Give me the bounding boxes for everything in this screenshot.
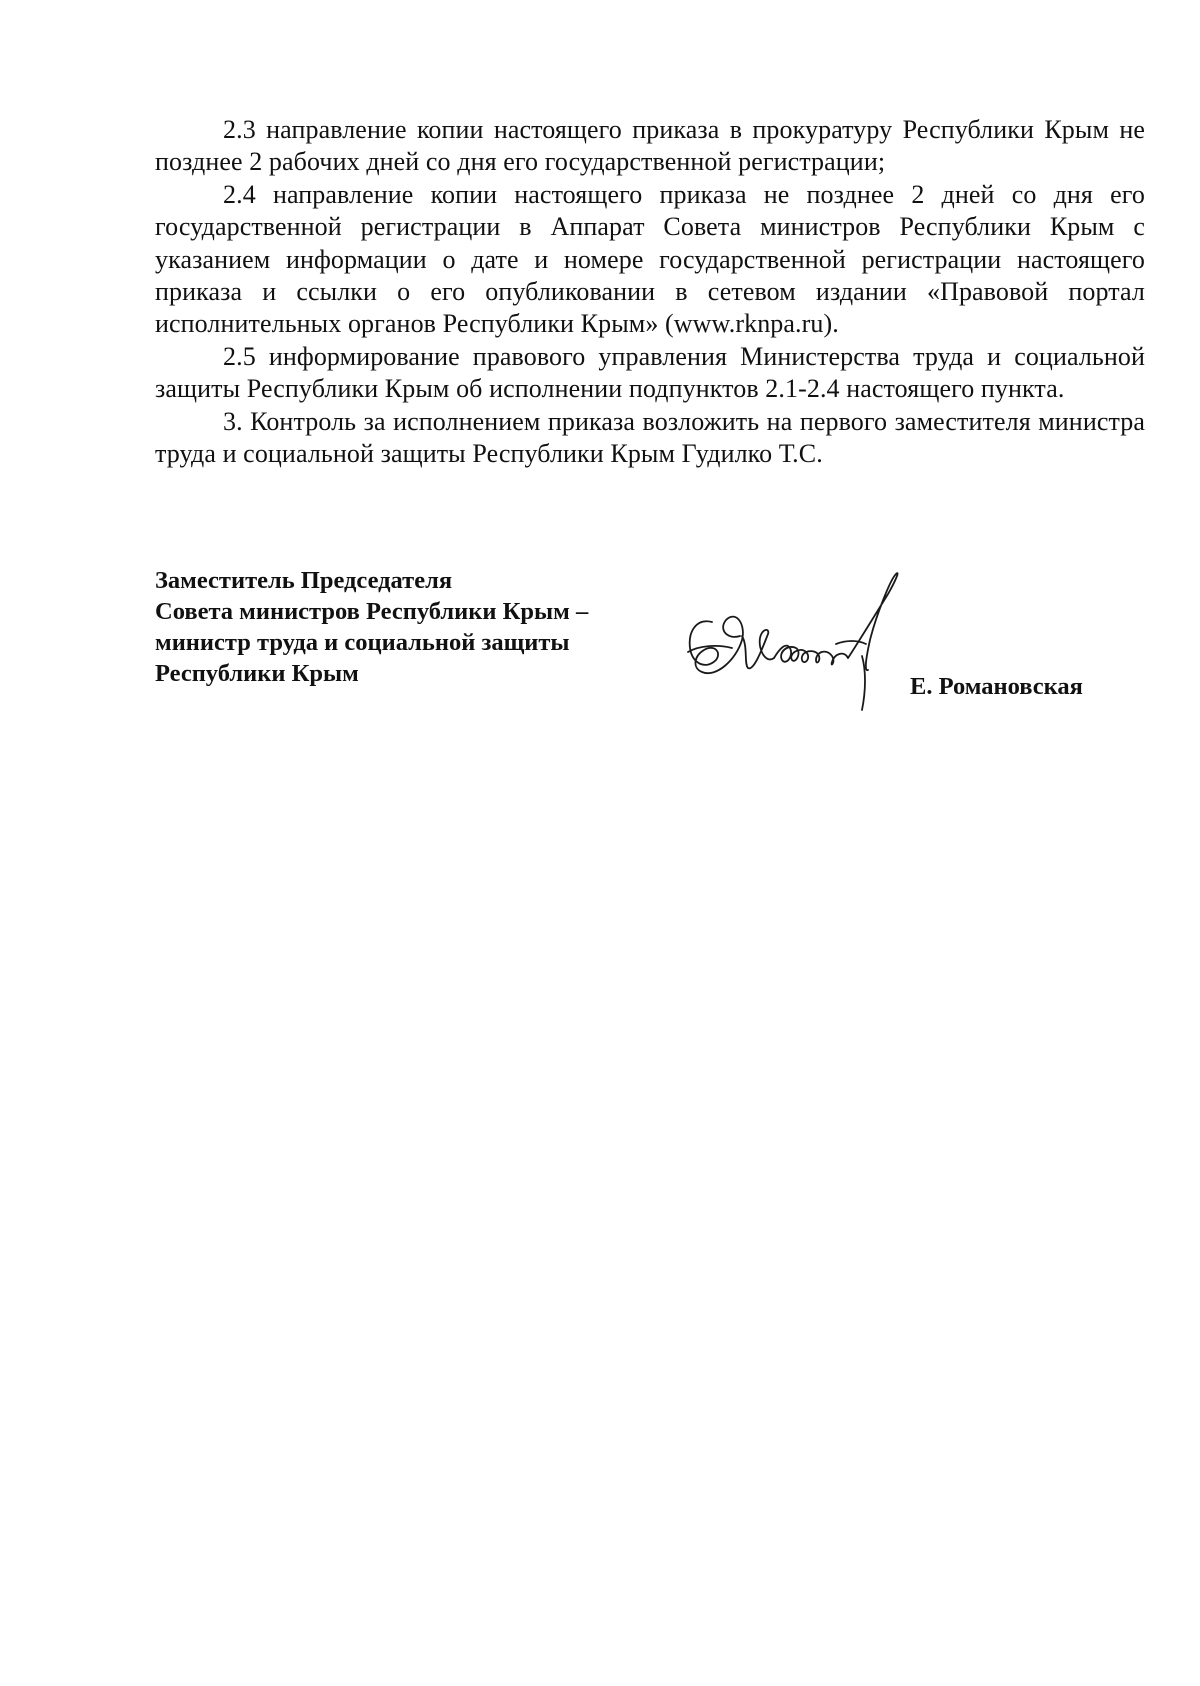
position-line: министр труда и социальной защиты bbox=[155, 629, 570, 656]
position-line: Совета министров Республики Крым – bbox=[155, 598, 589, 625]
paragraph-2-5: 2.5 информирование правового управления Министерства труда и социальной защиты Республики Крым об исполнении подпунктов 2.1-2.4 настоящего пункта. bbox=[155, 341, 1145, 404]
paragraph-3: 3. Контроль за исполнением приказа возложить на первого заместителя министра труда и социальной защиты Республики Крым Гудилко Т.С. bbox=[155, 406, 1145, 469]
signatory-position bbox=[155, 565, 715, 689]
position-line: Заместитель Председателя bbox=[155, 567, 453, 594]
paragraph-2-3: 2.3 направление копии настоящего приказа в прокуратуру Республики Крым не позднее 2 рабочих дней со дня его государственной регистрации; bbox=[155, 115, 1145, 177]
signer-name: Е. Романовская bbox=[910, 673, 1083, 700]
handwritten-signature-icon bbox=[676, 560, 946, 720]
position-line: Республики Крым bbox=[155, 660, 359, 687]
order-body-text bbox=[155, 114, 1145, 470]
paragraph-2-4: 2.4 направление копии настоящего приказа не позднее 2 дней со дня его государственной регистрации в Аппарат Совета министров Республики Крым с указанием информации о дате и номере государственной регистрации настоящего приказа и ссылки о его опубликовании в сетевом издании «Правовой портал исполнительных органов Республики Крым» (www.rknpa.ru). bbox=[155, 179, 1145, 339]
